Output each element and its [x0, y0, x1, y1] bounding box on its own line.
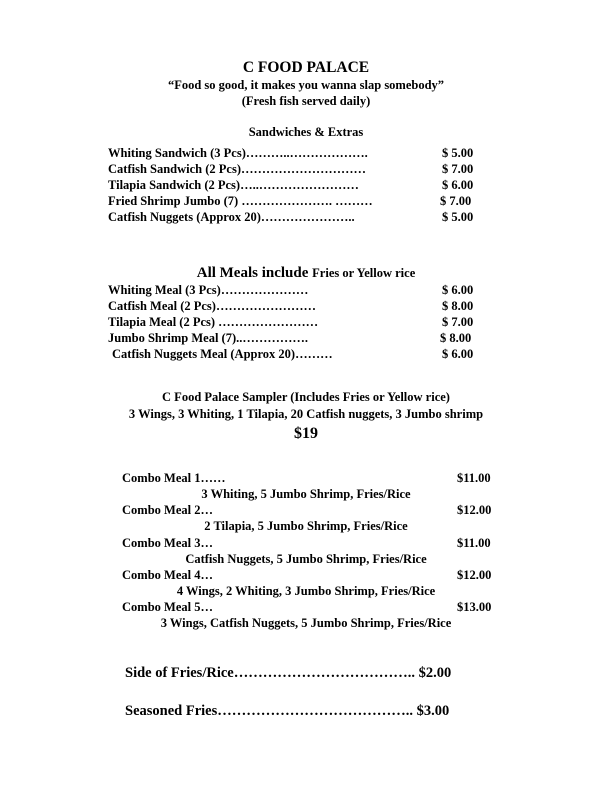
item-label: Whiting Meal (3 Pcs)…………………	[108, 283, 309, 297]
item-label: Catfish Sandwich (2 Pcs)…………………………	[108, 162, 366, 176]
sandwiches-heading: Sandwiches & Extras	[248, 125, 364, 139]
item-price: $ 8.00	[442, 299, 474, 313]
combo-label: Combo Meal 2…	[122, 503, 213, 517]
combo-label: Combo Meal 1……	[122, 471, 226, 485]
combo-label: Combo Meal 3…	[122, 536, 213, 550]
item-price: $ 6.00	[442, 178, 474, 192]
item-price: $ 8.00	[440, 331, 472, 345]
item-price: $ 7.00	[442, 162, 474, 176]
combo-label: Combo Meal 5…	[122, 600, 213, 614]
sampler-title: C Food Palace Sampler (Includes Fries or Yellow rice)	[162, 390, 450, 404]
item-label: Tilapia Meal (2 Pcs) ……………………	[108, 315, 319, 329]
item-price: $ 5.00	[442, 210, 474, 224]
combo-price: $12.00	[457, 568, 492, 582]
combo-price: $12.00	[457, 503, 492, 517]
side-fries-rice: Side of Fries/Rice……………………………….. $2.00	[125, 665, 452, 681]
item-label: Fried Shrimp Jumbo (7) …………………. ………	[108, 194, 373, 208]
fresh-fish-note: (Fresh fish served daily)	[241, 94, 371, 108]
item-price: $ 7.00	[440, 194, 472, 208]
item-price: $ 6.00	[442, 347, 474, 361]
item-label: Catfish Nuggets Meal (Approx 20)………	[112, 347, 333, 361]
restaurant-name: C FOOD PALACE	[242, 59, 370, 76]
meals-heading	[0, 264, 612, 282]
item-price: $ 6.00	[442, 283, 474, 297]
combo-label: Combo Meal 4…	[122, 568, 213, 582]
combo-description: Catfish Nuggets, 5 Jumbo Shrimp, Fries/Rice	[185, 552, 427, 566]
item-label: Tilapia Sandwich (2 Pcs)…..……………………	[108, 178, 359, 192]
combo-description: 3 Wings, Catfish Nuggets, 5 Jumbo Shrimp, Fries/Rice	[160, 616, 452, 630]
combo-description: 4 Wings, 2 Whiting, 3 Jumbo Shrimp, Fries/Rice	[176, 584, 436, 598]
side-seasoned-fries: Seasoned Fries………………………………….. $3.00	[125, 703, 450, 719]
item-label: Jumbo Shrimp Meal (7)..…………….	[108, 331, 308, 345]
combo-description: 2 Tilapia, 5 Jumbo Shrimp, Fries/Rice	[204, 519, 408, 533]
combo-description: 3 Whiting, 5 Jumbo Shrimp, Fries/Rice	[201, 487, 411, 501]
item-label: Catfish Meal (2 Pcs)……………………	[108, 299, 316, 313]
combo-price: $11.00	[457, 471, 491, 485]
item-label: Whiting Sandwich (3 Pcs)………..……………….	[108, 146, 368, 160]
meals-heading-main: All Meals include	[196, 265, 313, 281]
tagline: “Food so good, it makes you wanna slap somebody”	[167, 78, 445, 92]
item-price: $ 7.00	[442, 315, 474, 329]
combo-price: $13.00	[457, 600, 492, 614]
item-price: $ 5.00	[442, 146, 474, 160]
combo-price: $11.00	[457, 536, 491, 550]
sampler-price: $19	[294, 425, 318, 442]
meals-heading-rest: Fries or Yellow rice	[312, 266, 416, 280]
sampler-contents: 3 Wings, 3 Whiting, 1 Tilapia, 20 Catfish nuggets, 3 Jumbo shrimp	[128, 407, 484, 421]
item-label: Catfish Nuggets (Approx 20)…………………..	[108, 210, 355, 224]
